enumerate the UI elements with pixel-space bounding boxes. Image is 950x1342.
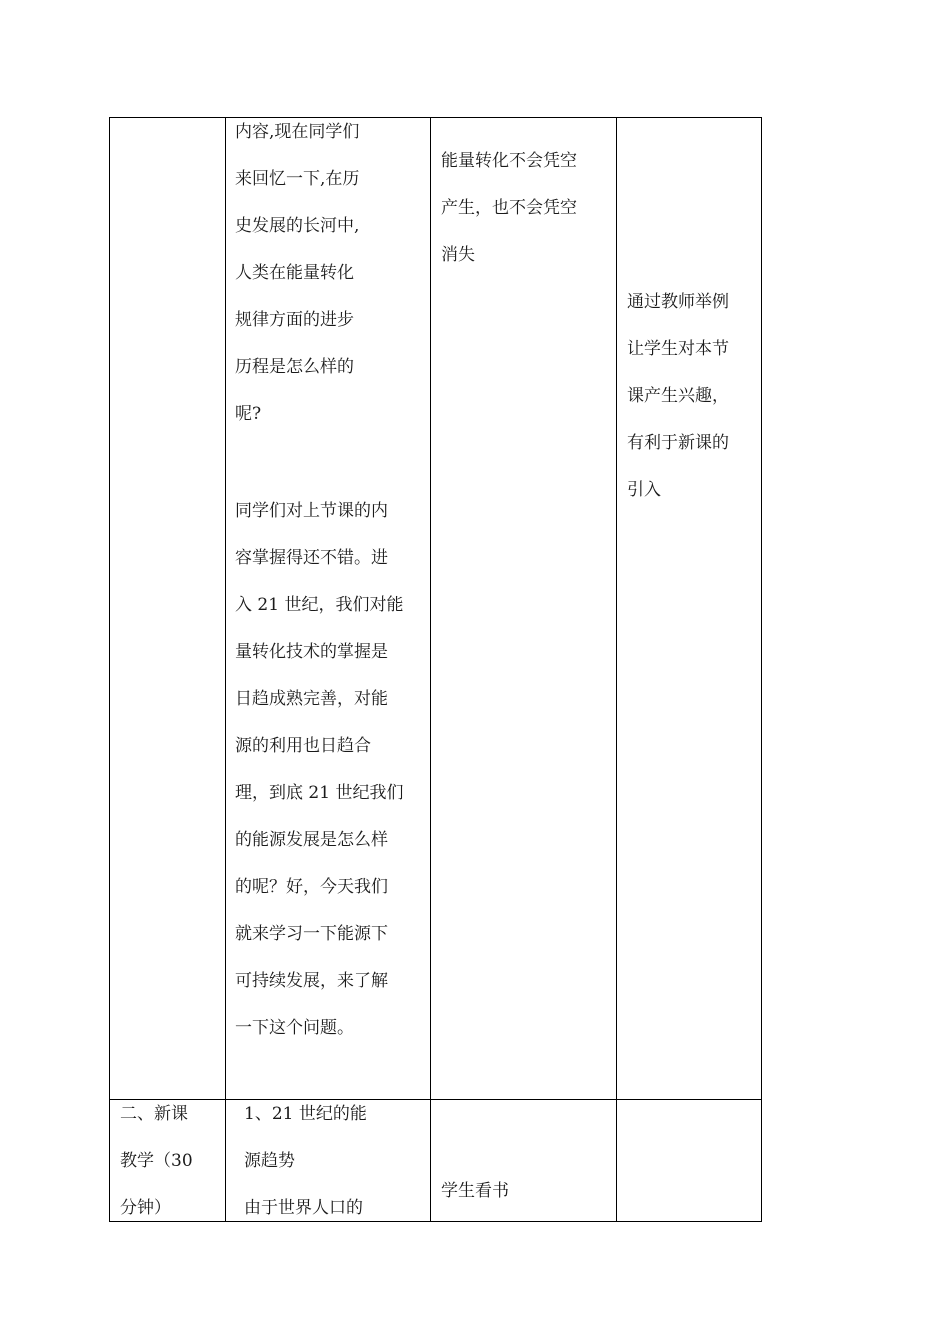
text-line: 来回忆一下,在历 xyxy=(235,169,360,189)
text-line: 量转化技术的掌握是 xyxy=(235,642,388,662)
text-line: 通过教师举例 xyxy=(627,292,729,312)
row1-design-intent xyxy=(627,279,753,514)
text-line: 能量转化不会凭空 xyxy=(441,151,577,171)
text-line: 源的利用也日趋合 xyxy=(235,736,371,756)
text-line: 内容,现在同学们 xyxy=(235,122,360,142)
table-border-top xyxy=(109,117,762,118)
row2-teacher-content xyxy=(244,1091,424,1232)
text-line: 引入 xyxy=(627,480,661,500)
text-line: 理，到底 21 世纪我们 xyxy=(235,783,404,803)
row1-student-activity xyxy=(441,138,607,279)
text-line: 二、新课 xyxy=(120,1104,188,1124)
text-line: 产生，也不会凭空 xyxy=(441,198,577,218)
text-line: 的呢？好，今天我们 xyxy=(235,877,388,897)
text-line: 一下这个问题。 xyxy=(235,1018,354,1038)
table-border-right xyxy=(761,117,762,1222)
row1-teacher-question xyxy=(235,109,415,438)
text-line: 历程是怎么样的 xyxy=(235,357,354,377)
text-line: 课产生兴趣， xyxy=(627,386,729,406)
text-line: 规律方面的进步 xyxy=(235,310,354,330)
text-line: 日趋成熟完善，对能 xyxy=(235,689,388,709)
text-line: 就来学习一下能源下 xyxy=(235,924,388,944)
table-border-left xyxy=(109,117,110,1222)
text-line: 史发展的长河中, xyxy=(235,216,360,236)
text-line: 人类在能量转化 xyxy=(235,263,354,283)
table-col-divider-2 xyxy=(430,117,431,1222)
text-line: 入 21 世纪，我们对能 xyxy=(235,595,404,615)
text-line: 容掌握得还不错。进 xyxy=(235,548,388,568)
row2-stage-label xyxy=(120,1091,216,1232)
text-line: 的能源发展是怎么样 xyxy=(235,830,388,850)
table-col-divider-3 xyxy=(616,117,617,1222)
text-line: 学生看书 xyxy=(441,1181,509,1201)
text-line: 有利于新课的 xyxy=(627,433,729,453)
row1-teacher-intro xyxy=(235,488,421,1052)
row2-student-activity xyxy=(441,1168,607,1215)
text-line: 同学们对上节课的内 xyxy=(235,501,388,521)
text-line: 呢? xyxy=(235,404,262,424)
text-line: 由于世界人口的 xyxy=(244,1198,363,1218)
text-line: 1、21 世纪的能 xyxy=(244,1104,367,1124)
text-line: 让学生对本节 xyxy=(627,339,729,359)
text-line: 源趋势 xyxy=(244,1151,295,1171)
text-line: 分钟） xyxy=(120,1198,171,1218)
text-line: 教学（30 xyxy=(120,1151,193,1171)
text-line: 可持续发展，来了解 xyxy=(235,971,388,991)
text-line: 消失 xyxy=(441,245,475,265)
table-col-divider-1 xyxy=(225,117,226,1222)
